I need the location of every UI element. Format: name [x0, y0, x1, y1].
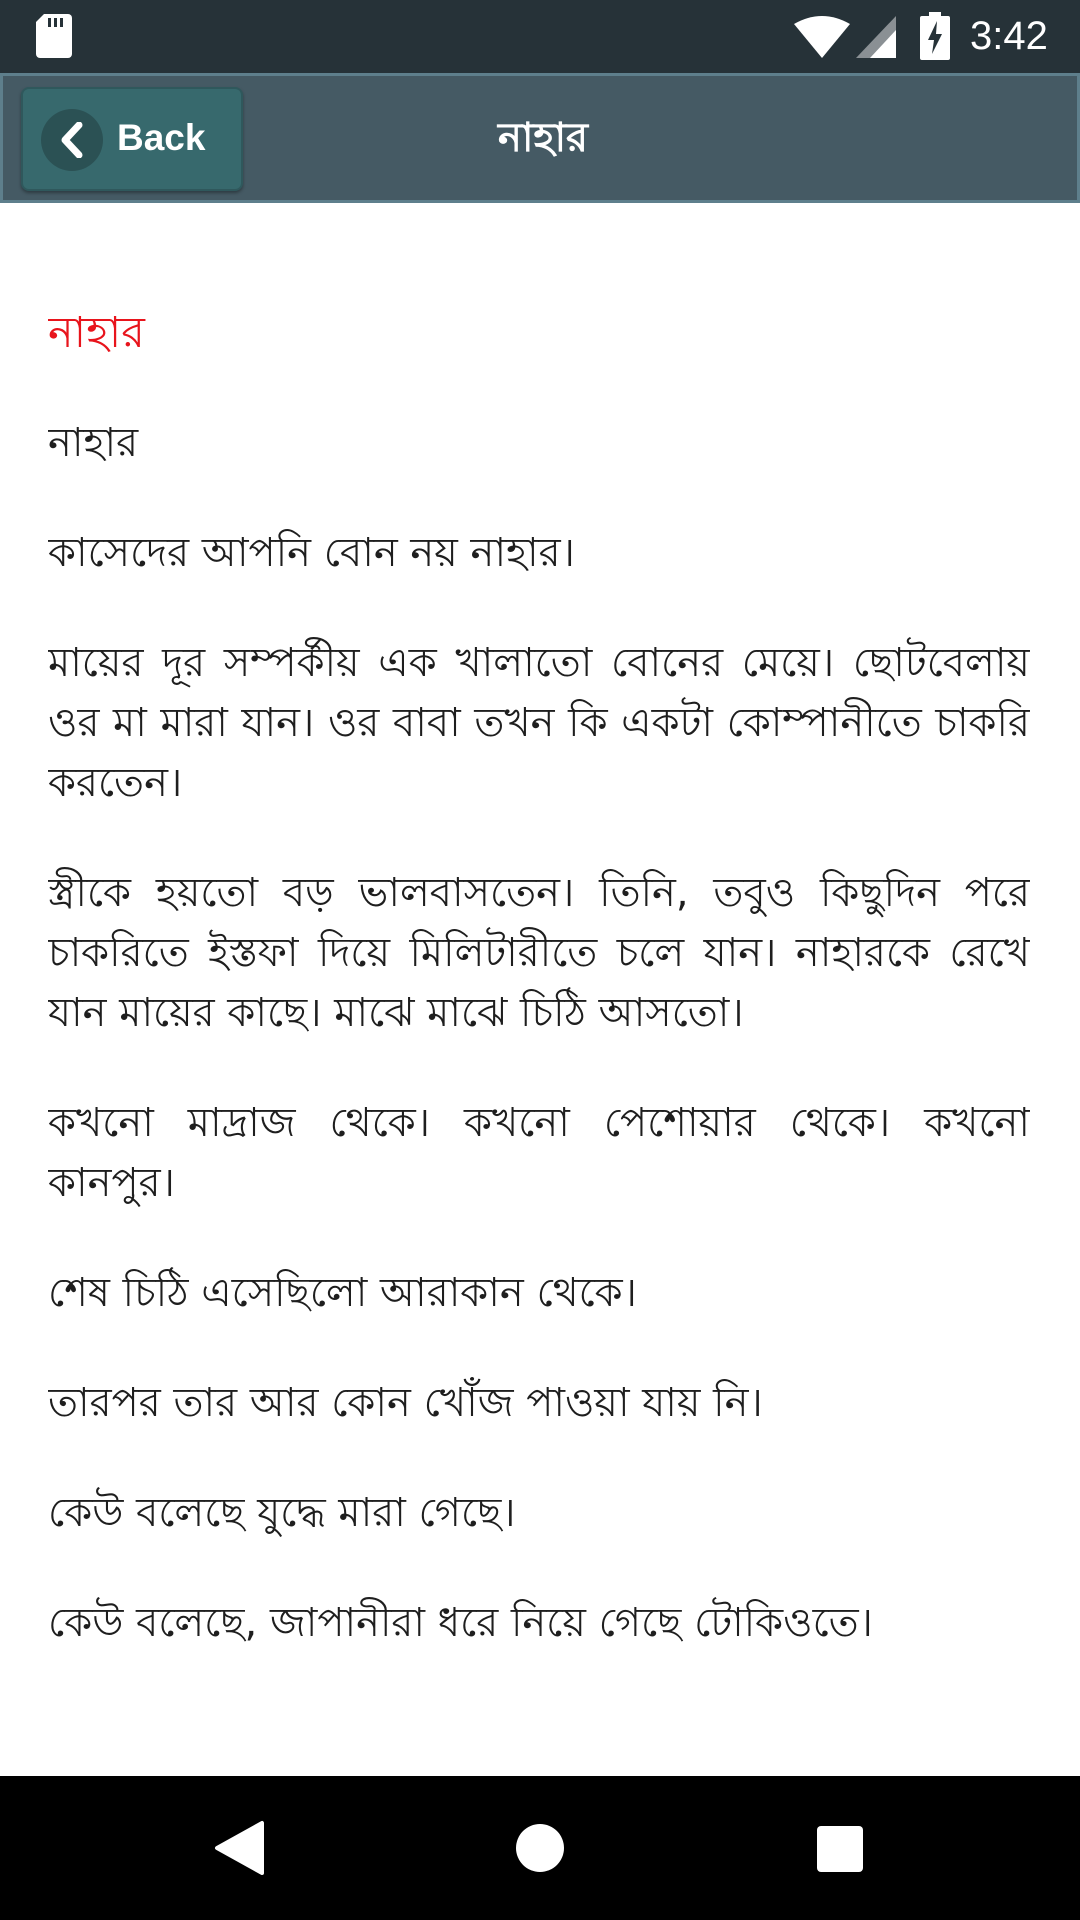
story-paragraph: নাহার — [48, 420, 139, 466]
story-paragraph: মায়ের দূর সম্পর্কীয় এক খালাতো বোনের মেয়ে। ছোটবেলায় ওর মা মারা যান। ওর বাবা তখন কি একটা কোম্পানীতে চাকরি করতেন। — [48, 640, 1030, 806]
status-clock: 3:42 — [970, 14, 1048, 58]
story-heading: নাহার — [48, 308, 145, 358]
story-content[interactable] — [48, 203, 1030, 1776]
nav-recents-icon[interactable] — [817, 1826, 863, 1872]
nav-back-icon[interactable] — [214, 1820, 264, 1876]
story-paragraph: তারপর তার আর কোন খোঁজ পাওয়া যায় নি। — [48, 1380, 763, 1426]
battery-charging-icon — [920, 12, 950, 60]
header-bar — [0, 73, 1080, 203]
story-paragraph: শেষ চিঠি এসেছিলো আরাকান থেকে। — [48, 1270, 637, 1316]
chevron-left-icon — [57, 122, 87, 158]
navigation-bar — [0, 1776, 1080, 1920]
story-paragraph: কেউ বলেছে, জাপানীরা ধরে নিয়ে গেছে টোকিওতে। — [48, 1600, 873, 1646]
page-title: নাহার — [497, 115, 589, 161]
wifi-icon — [794, 16, 850, 58]
back-button-label: Back — [117, 117, 206, 158]
story-paragraph: কাসেদের আপনি বোন নয় নাহার। — [48, 530, 575, 576]
nav-home-icon[interactable] — [516, 1824, 564, 1872]
back-chevron-circle — [41, 109, 103, 171]
story-paragraph: কখনো মাদ্রাজ থেকে। কখনো পেশোয়ার থেকে। কখনো কানপুর। — [48, 1100, 1030, 1206]
sd-card-icon — [36, 14, 72, 58]
status-bar — [0, 0, 1080, 73]
story-paragraph: স্ত্রীকে হয়তো বড় ভালবাসতেন। তিনি, তবুও কিছুদিন পরে চাকরিতে ইস্তফা দিয়ে মিলিটারীতে চলে যান। নাহারকে রেখে যান মায়ের কাছে। মাঝে মাঝে চিঠি আসতো। — [48, 870, 1030, 1036]
story-paragraph: কেউ বলেছে যুদ্ধে মারা গেছে। — [48, 1490, 516, 1536]
signal-icon — [856, 16, 896, 58]
back-button[interactable] — [21, 87, 243, 191]
